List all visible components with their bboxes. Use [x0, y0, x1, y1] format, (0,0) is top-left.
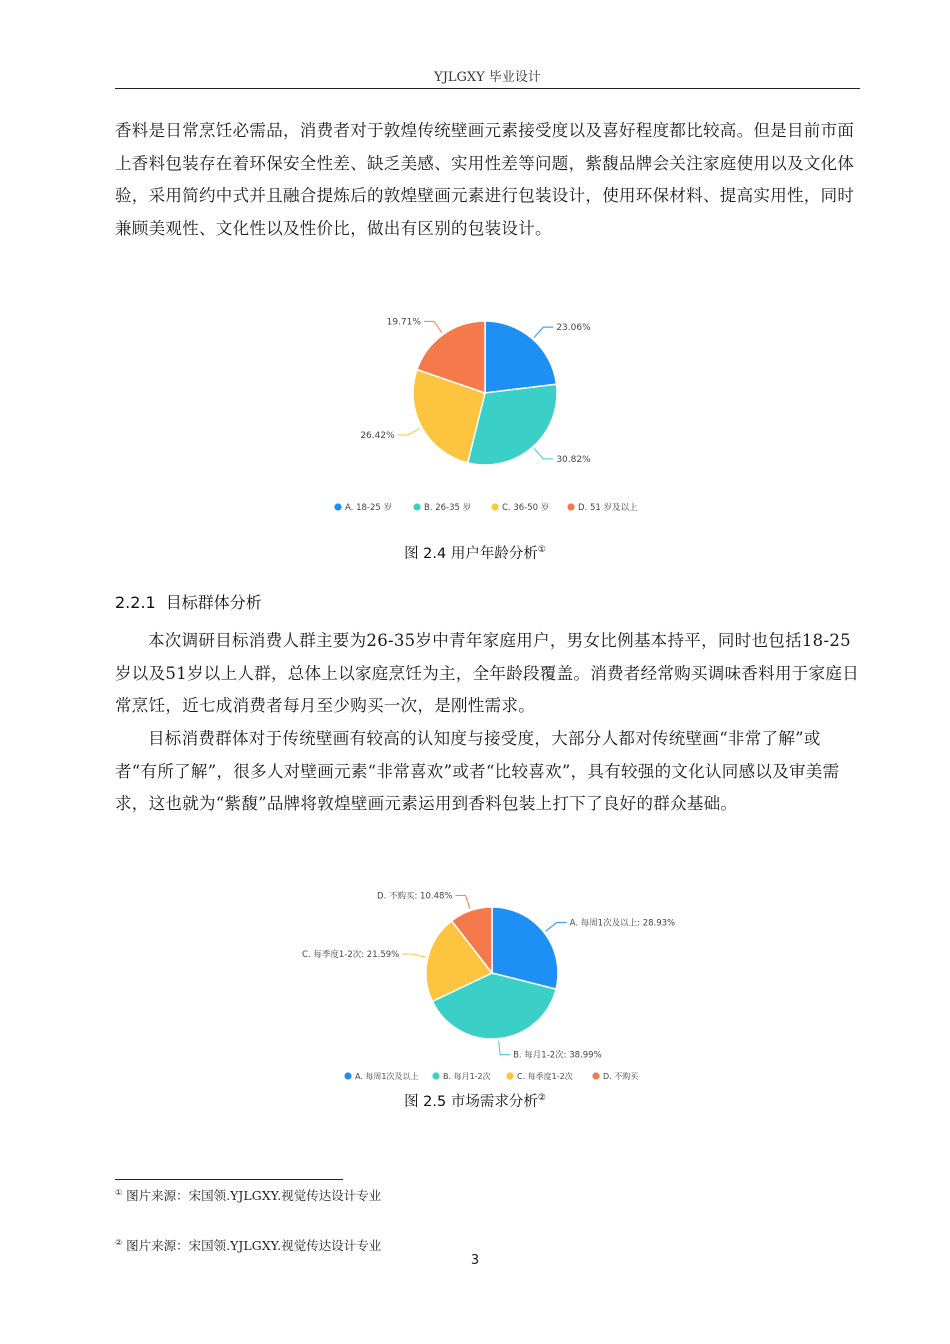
pie-data-label: 23.06% [556, 323, 591, 334]
legend-marker [567, 503, 574, 510]
legend-label: D. 不购买 [603, 1072, 639, 1081]
paragraph-mural-acceptance: 目标消费群体对于传统壁画有较高的认知度与接受度，大部分人都对传统壁画“非常了解”或者“有所了解”，很多人对壁画元素“非常喜欢”或者“比较喜欢”，具有较强的文化认同感以及审美需求，这也就为“紫馥”品牌将敦煌壁画元素运用到香料包装上打下了良好的群众基础。 [115, 729, 840, 813]
market-demand-pie-chart [290, 880, 710, 1085]
pie-leader-line [546, 923, 567, 932]
figure-2-5-caption-text: 图 2.5 市场需求分析 [404, 1094, 538, 1110]
figure-2-4-caption-text: 图 2.4 用户年龄分析 [404, 546, 538, 562]
paragraph-intro: 香料是日常烹饪必需品，消费者对于敦煌传统壁画元素接受度以及喜好程度都比较高。但是目前市面上香料包装存在着环保安全性差、缺乏美感、实用性差等问题，紫馥品牌会关注家庭使用以及文化体验，采用简约中式并且融合提炼后的敦煌壁画元素进行包装设计，使用环保材料、提高实用性，同时兼顾美观性、文化性以及性价比，做出有区别的包装设计。 [115, 121, 855, 238]
age-pie-chart [300, 300, 680, 525]
pie-leader-line [499, 1041, 510, 1055]
footnote-1-mark: ① [115, 1187, 123, 1197]
legend-label: C. 每季度1-2次 [517, 1072, 573, 1081]
section-number: 2.2.1 [115, 593, 156, 612]
footnote-1 [115, 1186, 381, 1204]
pie-data-label: B. 每月1-2次: 38.99% [513, 1050, 602, 1061]
pie-leader-line [402, 954, 426, 957]
pie-data-label: A. 每周1次及以上: 28.93% [569, 918, 676, 929]
header-rule [115, 88, 860, 89]
page-number: 3 [470, 1253, 480, 1268]
legend-label: A. 每周1次及以上 [355, 1072, 419, 1081]
paragraph-target-group: 本次调研目标消费人群主要为26-35岁中青年家庭用户，男女比例基本持平，同时也包括18-25岁以及51岁以上人群，总体上以家庭烹饪为主，全年龄段覆盖。消费者经常购买调味香料用于家庭日常烹饪，近七成消费者每月至少购买一次，是刚性需求。 [115, 631, 859, 715]
legend-marker [432, 1072, 439, 1079]
pie-leader-line [534, 448, 553, 458]
footnote-2-mark: ② [115, 1237, 123, 1247]
pie-data-label: D. 不购买: 10.48% [377, 891, 453, 902]
pie-leader-line [398, 428, 420, 435]
footnote-1-text: 图片来源：宋国领.YJLGXY.视觉传达设计专业 [126, 1188, 382, 1203]
legend-marker [592, 1072, 599, 1079]
figure-2-5-caption [0, 1090, 950, 1111]
legend-label: A. 18-25 岁 [345, 503, 392, 513]
legend-label: B. 每月1-2次 [443, 1072, 491, 1081]
legend-marker [413, 503, 420, 510]
pie-data-label: C. 每季度1-2次: 21.59% [302, 949, 400, 960]
legend-marker [334, 503, 341, 510]
figure-2-5-note-mark: ② [537, 1093, 546, 1104]
pie-data-label: 26.42% [360, 430, 395, 441]
pie-leader-line [424, 321, 442, 332]
section-heading [115, 590, 262, 613]
figure-2-4-note-mark: ① [537, 545, 546, 556]
figure-2-4-caption [0, 542, 950, 563]
pie-slice [485, 321, 556, 393]
legend-label: C. 36-50 岁 [502, 503, 550, 513]
pie-data-label: 30.82% [556, 454, 591, 465]
legend-label: B. 26-35 岁 [424, 503, 472, 513]
legend-marker [491, 503, 498, 510]
running-header: YJLGXY 毕业设计 [434, 70, 541, 85]
footnote-rule [115, 1179, 343, 1180]
legend-marker [506, 1072, 513, 1079]
pie-data-label: 19.71% [386, 317, 421, 328]
legend-label: D. 51 岁及以上 [578, 503, 638, 513]
footnote-2 [115, 1236, 381, 1254]
legend-marker [344, 1072, 351, 1079]
footnote-2-text: 图片来源：宋国领.YJLGXY.视觉传达设计专业 [126, 1238, 382, 1253]
pie-leader-line [534, 327, 553, 337]
section-title: 目标群体分析 [165, 593, 262, 612]
pie-leader-line [455, 895, 470, 908]
